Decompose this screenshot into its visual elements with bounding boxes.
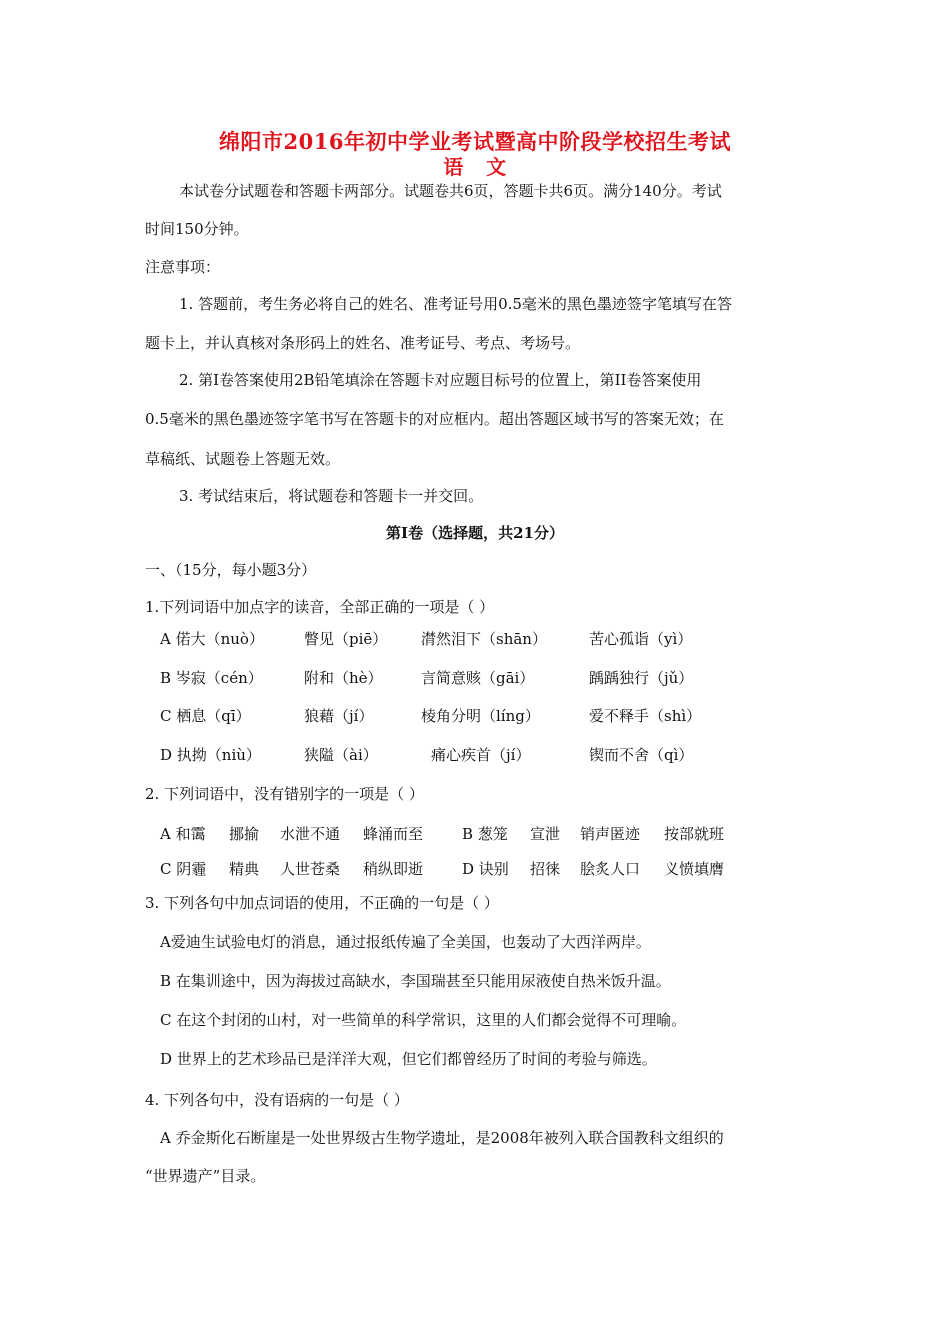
q1-option: D 执拗（niù） <box>160 746 261 764</box>
notice-item-2-line-2: 0.5毫米的黑色墨迹签字笔书写在答题卡的对应框内。超出答题区域书写的答案无效；在 <box>145 410 724 428</box>
part-one-heading: 一、（15分，每小题3分） <box>145 561 317 579</box>
q4-option-a-line-2: “世界遗产”目录。 <box>145 1167 266 1185</box>
q1-option: 棱角分明（líng） <box>421 707 540 725</box>
q1-option: 潸然泪下（shān） <box>421 630 547 648</box>
q1-option: 狭隘（ài） <box>304 746 378 764</box>
q2-word: 精典 <box>229 860 260 878</box>
q1-option: 苦心孤诣（yì） <box>589 630 693 648</box>
q2-word: 蜂涌而至 <box>363 825 424 843</box>
q3-option-c: C 在这个封闭的山村，对一些简单的科学常识，这里的人们都会觉得不可理喻。 <box>160 1011 687 1029</box>
q2-word: 招徕 <box>530 860 561 878</box>
q1-option: B 岑寂（cén） <box>160 669 263 687</box>
q2-word: A 和霭 <box>160 825 206 843</box>
subject-title: 语 文 <box>443 155 507 179</box>
q3-option-a: A爱迪生试验电灯的消息，通过报纸传遍了全美国，也轰动了大西洋两岸。 <box>160 933 651 951</box>
q1-option: 痛心疾首（jí） <box>431 746 531 764</box>
q2-word: 宣泄 <box>530 825 561 843</box>
q1-option: 踽踽独行（jǔ） <box>589 669 694 687</box>
notice-item-3: 3. 考试结束后，将试题卷和答题卡一并交回。 <box>179 487 484 505</box>
q1-option: 狼藉（jí） <box>304 707 374 725</box>
notice-item-1-line-1: 1. 答题前，考生务必将自己的姓名、准考证号用0.5毫米的黑色墨迹签字笔填写在答 <box>179 295 732 313</box>
q2-word: D 诀别 <box>462 860 509 878</box>
q1-option: C 栖息（qī） <box>160 707 251 725</box>
q2-word: 脍炙人口 <box>580 860 641 878</box>
section-title: 第I卷（选择题，共21分） <box>386 524 564 542</box>
intro-line-1: 本试卷分试题卷和答题卡两部分。试题卷共6页，答题卡共6页。满分140分。考试 <box>179 182 722 200</box>
notice-heading: 注意事项： <box>145 258 221 276</box>
exam-title: 绵阳市2016年初中学业考试暨高中阶段学校招生考试 <box>219 129 731 154</box>
q3-option-d: D 世界上的艺术珍品已是洋洋大观，但它们都曾经历了时间的考验与筛选。 <box>160 1050 657 1068</box>
q1-option: 附和（hè） <box>304 669 383 687</box>
question-2-stem: 2. 下列词语中，没有错别字的一项是（ ） <box>145 785 424 803</box>
question-1-stem: 1.下列词语中加点字的读音，全部正确的一项是（ ） <box>145 598 495 616</box>
q2-word: 稍纵即逝 <box>363 860 424 878</box>
q3-option-b: B 在集训途中，因为海拔过高缺水，李国瑞甚至只能用尿液使自热米饭升温。 <box>160 972 671 990</box>
q1-option: 瞥见（piē） <box>304 630 388 648</box>
q2-word: B 葱笼 <box>462 825 508 843</box>
q1-option: A 偌大（nuò） <box>160 630 264 648</box>
q4-option-a-line-1: A 乔金斯化石断崖是一处世界级古生物学遗址，是2008年被列入联合国教科文组织的 <box>160 1129 724 1147</box>
notice-item-2-line-3: 草稿纸、试题卷上答题无效。 <box>145 450 341 468</box>
q1-option: 锲而不舍（qì） <box>589 746 694 764</box>
question-4-stem: 4. 下列各句中，没有语病的一句是（ ） <box>145 1091 409 1109</box>
q2-word: 销声匿迹 <box>580 825 641 843</box>
intro-line-2: 时间150分钟。 <box>145 220 249 238</box>
notice-item-1-line-2: 题卡上，并认真核对条形码上的姓名、准考证号、考点、考场号。 <box>145 334 581 352</box>
notice-item-2-line-1: 2. 第I卷答案使用2B铅笔填涂在答题卡对应题目标号的位置上，第II卷答案使用 <box>179 371 702 389</box>
q2-word: 义愤填膺 <box>664 860 725 878</box>
q2-word: 人世苍桑 <box>280 860 341 878</box>
q1-option: 爱不释手（shì） <box>589 707 702 725</box>
q1-option: 言简意赅（gāi） <box>421 669 535 687</box>
q2-word: 按部就班 <box>664 825 725 843</box>
question-3-stem: 3. 下列各句中加点词语的使用，不正确的一句是（ ） <box>145 894 499 912</box>
q2-word: 水泄不通 <box>280 825 341 843</box>
q2-word: C 阴霾 <box>160 860 207 878</box>
q2-word: 挪揄 <box>229 825 260 843</box>
